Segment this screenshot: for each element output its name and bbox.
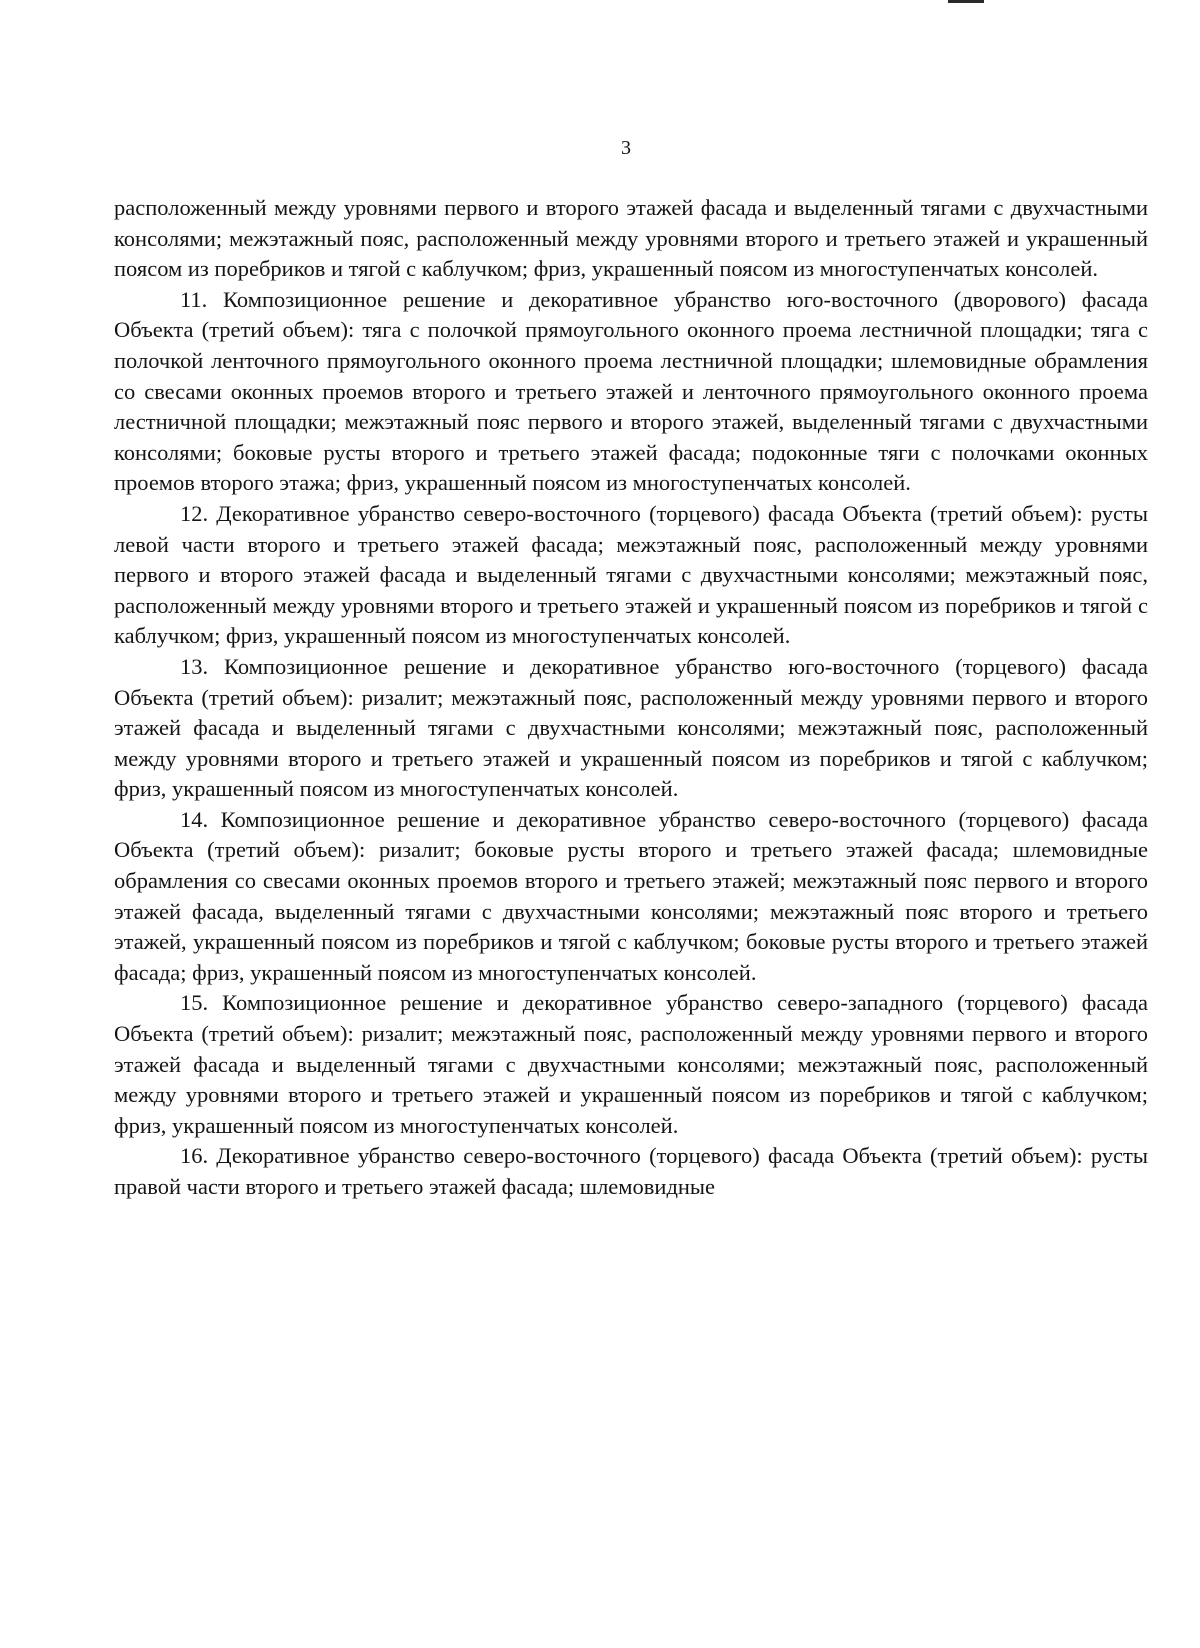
page-number: 3	[621, 137, 631, 159]
document-body	[114, 193, 1148, 1203]
paragraph-text: Композиционное решение и декоративное убранство юго-восточного (торцевого) фасада Объекта (третий объем): ризалит; межэтажный пояс, расположенный между уровнями первого и второго этажей фасада и выделенный тягами с двухчастными консолями; межэтажный пояс, расположенный между уровнями второго и третьего этажей и украшенный поясом из поребриков и тягой с каблучком; фриз, украшенный поясом из многоступенчатых консолей.	[114, 653, 1149, 802]
paragraph-text: расположенный между уровнями первого и второго этажей фасада и выделенный тягами с двухчастными консолями; межэтажный пояс, расположенный между уровнями второго и третьего этажей и украшенный поясом из поребриков и тягой с каблучком; фриз, украшенный поясом из многоступенчатых консолей.	[114, 195, 1148, 282]
paragraph-number: 11.	[180, 286, 208, 312]
paragraph-number: 16.	[180, 1143, 209, 1169]
paragraph-16	[114, 1141, 1148, 1202]
paragraph-number: 15.	[180, 990, 209, 1016]
paragraph-text: Композиционное решение и декоративное убранство северо-западного (торцевого) фасада Объекта (третий объем): ризалит; межэтажный пояс, расположенный между уровнями первого и второго этажей фасада и выделенный тягами с двухчастными консолями; межэтажный пояс, расположенный между уровнями второго и третьего этажей и украшенный поясом из поребриков и тягой с каблучком; фриз, украшенный поясом из многоступенчатых консолей.	[114, 990, 1149, 1138]
paragraph-number: 12.	[180, 500, 209, 526]
paragraph-number: 13.	[180, 653, 209, 679]
paragraph-continuation	[114, 193, 1148, 285]
paragraph-12	[114, 499, 1148, 652]
paragraph-13	[114, 652, 1148, 805]
paragraph-15	[114, 988, 1148, 1141]
paragraph-text: Декоративное убранство северо-восточного (торцевого) фасада Объекта (третий объем): русты правой части второго и третьего этажей фасада; шлемовидные	[114, 1143, 1148, 1199]
paragraph-text: Композиционное решение и декоративное убранство северо-восточного (торцевого) фасада Объекта (третий объем): ризалит; боковые русты второго и третьего этажей фасада; шлемовидные обрамления со свесами оконных проемов второго и третьего этажей; межэтажный пояс первого и второго этажей фасада, выделенный тягами с двухчастными консолями; межэтажный пояс второго и третьего этажей, украшенный поясом из поребриков и тягой с каблучком; боковые русты второго и третьего этажей фасада; фриз, украшенный поясом из многоступенчатых консолей.	[114, 806, 1149, 985]
paragraph-text: Композиционное решение и декоративное убранство юго-восточного (дворового) фасада Объекта (третий объем): тяга с полочкой прямоугольного оконного проема лестничной площадки; тяга с полочкой ленточного прямоугольного оконного проема лестничной площадки; шлемовидные обрамления со свесами оконных проемов второго и третьего этажей и ленточного прямоугольного оконного проема лестничной площадки; межэтажный пояс первого и второго этажей, выделенный тягами с двухчастными консолями; боковые русты второго и третьего этажей фасада; подоконные тяги с полочками оконных проемов второго этажа; фриз, украшенный поясом из многоступенчатых консолей.	[114, 286, 1149, 496]
paragraph-11	[114, 285, 1148, 499]
paragraph-number: 14.	[180, 806, 209, 832]
scan-corner-mark	[948, 0, 984, 3]
paragraph-text: Декоративное убранство северо-восточного (торцевого) фасада Объекта (третий объем): русты левой части второго и третьего этажей фасада; межэтажный пояс, расположенный между уровнями первого и второго этажей фасада и выделенный тягами с двухчастными консолями; межэтажный пояс, расположенный между уровнями второго и третьего этажей и украшенный поясом из поребриков и тягой с каблучком; фриз, украшенный поясом из многоступенчатых консолей.	[114, 500, 1148, 649]
paragraph-14	[114, 805, 1148, 989]
